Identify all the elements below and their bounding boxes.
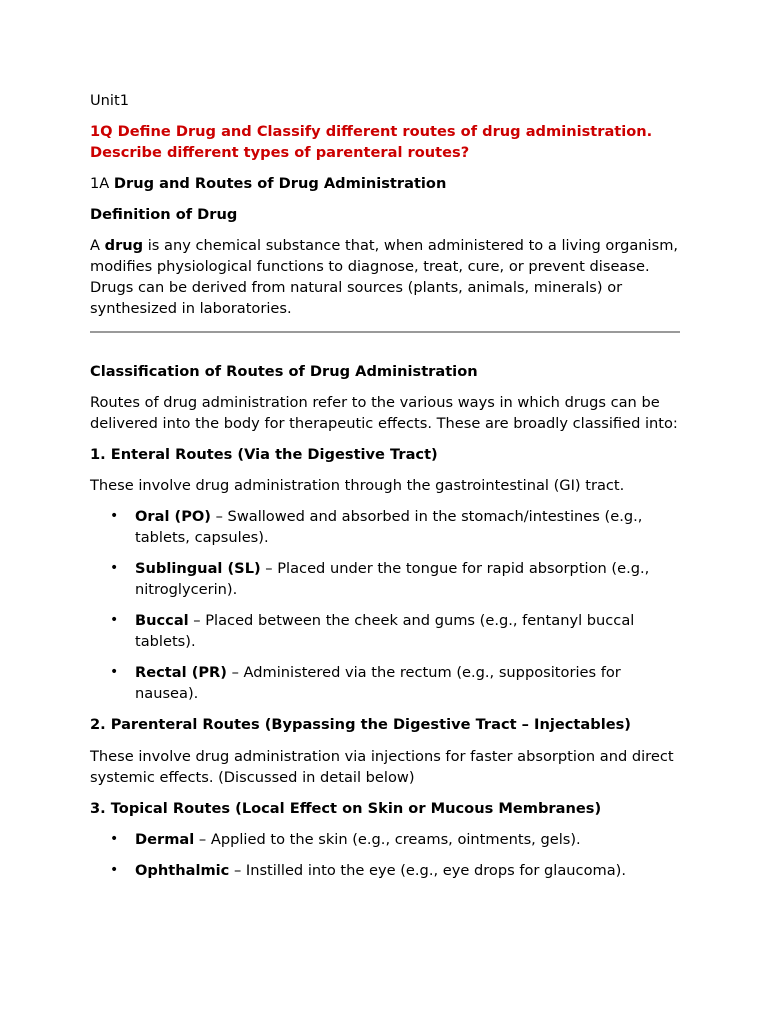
answer-title-line <box>90 173 680 194</box>
bullet-icon: • <box>110 862 119 878</box>
list-item <box>90 829 680 850</box>
definition-heading <box>90 204 680 225</box>
parenteral-heading <box>90 714 680 735</box>
list-item-term: Ophthalmic <box>135 862 230 879</box>
definition-lead: A <box>90 237 105 254</box>
list-item <box>90 610 680 652</box>
topical-heading <box>90 798 680 819</box>
list-item <box>90 662 680 704</box>
list-item-desc: – Placed under the tongue for rapid absorption (e.g., nitroglycerin). <box>135 560 650 598</box>
bullet-icon: • <box>110 508 119 524</box>
bullet-icon: • <box>110 612 119 628</box>
classification-intro: Routes of drug administration refer to the various ways in which drugs can be delivered into the body for therapeutic effects. These are broadly classified into: <box>90 394 678 432</box>
list-item <box>90 860 680 881</box>
question-text: 1Q Define Drug and Classify different routes of drug administration. Describe different types of parenteral routes? <box>90 123 653 161</box>
list-item-term: Rectal (PR) <box>135 664 227 681</box>
topical-list <box>90 829 680 881</box>
answer-prefix: 1A <box>90 175 110 192</box>
classification-heading <box>90 361 680 382</box>
list-item-term: Buccal <box>135 612 189 629</box>
parenteral-intro: These involve drug administration via injections for faster absorption and direct systemic effects. (Discussed in detail below) <box>90 748 674 786</box>
definition-rest: is any chemical substance that, when administered to a living organism, modifies physiological functions to diagnose, treat, cure, or prevent disease. Drugs can be derived from natural sources (plants, animals, minerals) or synthesized in laboratories. <box>90 237 679 317</box>
parenteral-heading-text: 2. Parenteral Routes (Bypassing the Digestive Tract – Injectables) <box>90 716 631 733</box>
enteral-heading-text: 1. Enteral Routes (Via the Digestive Tract) <box>90 446 438 463</box>
list-item-desc: – Applied to the skin (e.g., creams, ointments, gels). <box>194 831 581 848</box>
answer-title: Drug and Routes of Drug Administration <box>113 175 447 192</box>
definition-paragraph <box>90 235 680 319</box>
list-item <box>90 506 680 548</box>
bullet-icon: • <box>110 560 119 576</box>
list-item-term: Oral (PO) <box>135 508 211 525</box>
list-item-term: Dermal <box>135 831 195 848</box>
topical-heading-text: 3. Topical Routes (Local Effect on Skin or Mucous Membranes) <box>90 800 602 817</box>
enteral-heading <box>90 444 680 465</box>
enteral-intro: These involve drug administration through the gastrointestinal (GI) tract. <box>90 477 625 494</box>
definition-heading-text: Definition of Drug <box>90 206 238 223</box>
definition-term: drug <box>104 237 144 254</box>
document-page <box>90 90 680 891</box>
bullet-icon: • <box>110 831 119 847</box>
list-item-desc: – Swallowed and absorbed in the stomach/intestines (e.g., tablets, capsules). <box>135 508 643 546</box>
classification-heading-text: Classification of Routes of Drug Administration <box>90 363 478 380</box>
list-item-desc: – Placed between the cheek and gums (e.g., fentanyl buccal tablets). <box>135 612 635 650</box>
list-item <box>90 558 680 600</box>
enteral-list <box>90 506 680 704</box>
list-item-desc: – Administered via the rectum (e.g., suppositories for nausea). <box>135 664 621 702</box>
horizontal-divider <box>90 331 680 333</box>
unit-label: Unit1 <box>90 92 129 109</box>
list-item-desc: – Instilled into the eye (e.g., eye drops for glaucoma). <box>229 862 627 879</box>
bullet-icon: • <box>110 664 119 680</box>
list-item-term: Sublingual (SL) <box>135 560 261 577</box>
